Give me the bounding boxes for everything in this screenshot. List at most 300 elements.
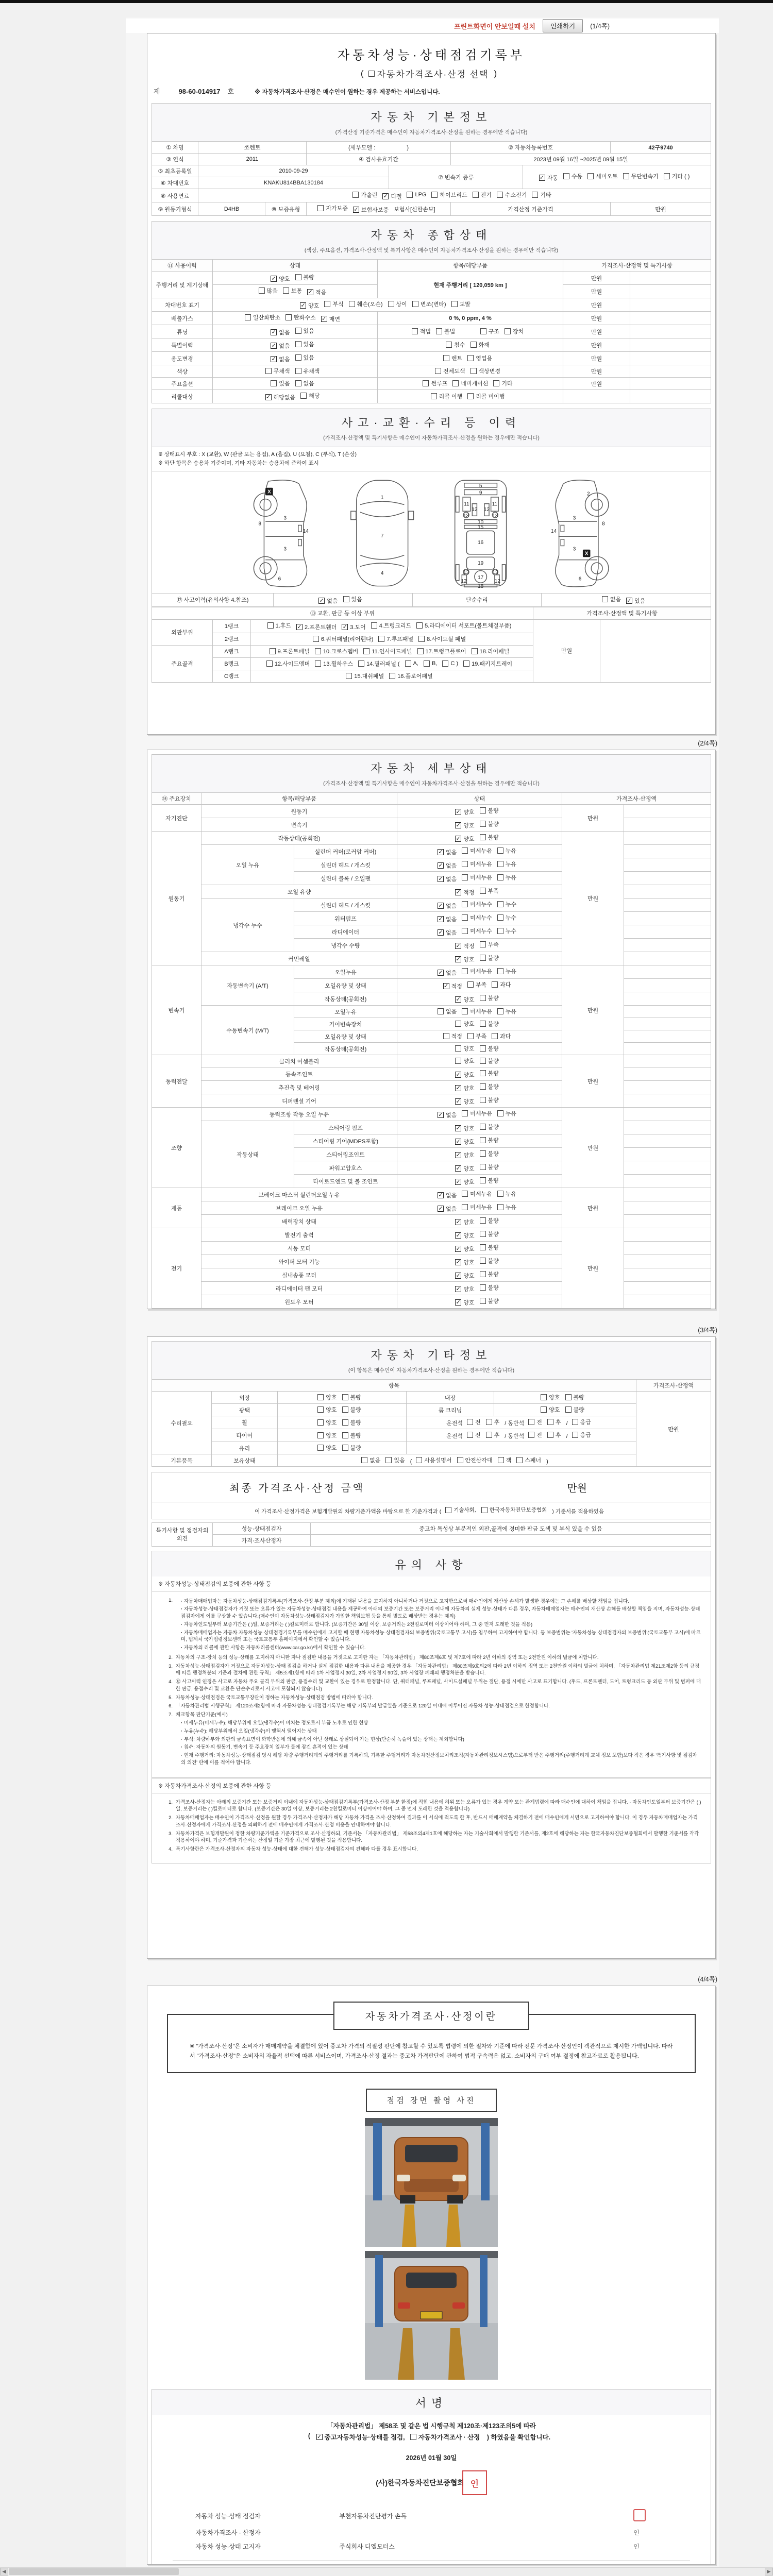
- checkbox-option[interactable]: [295, 327, 314, 335]
- checked-checkbox-icon[interactable]: ✓: [456, 809, 461, 815]
- checkbox-option[interactable]: [295, 367, 320, 375]
- checkbox-option[interactable]: [317, 1444, 337, 1452]
- checkbox-option[interactable]: [342, 1444, 361, 1452]
- checkbox-option[interactable]: [462, 873, 492, 882]
- checkbox-option[interactable]: [352, 191, 377, 199]
- empty-checkbox-icon[interactable]: [516, 1457, 523, 1463]
- checkbox-option[interactable]: [363, 647, 412, 655]
- checkbox-option[interactable]: [467, 1032, 486, 1040]
- empty-checkbox-icon[interactable]: [342, 1432, 348, 1438]
- empty-checkbox-icon[interactable]: [267, 622, 274, 629]
- checkbox-option[interactable]: [451, 300, 470, 308]
- checkbox-option[interactable]: [462, 927, 492, 935]
- empty-checkbox-icon[interactable]: [358, 660, 364, 667]
- checkbox-option[interactable]: [455, 1231, 474, 1240]
- checkbox-option[interactable]: [455, 821, 474, 829]
- checked-checkbox-icon[interactable]: ✓: [438, 1206, 443, 1212]
- empty-checkbox-icon[interactable]: [547, 1419, 553, 1425]
- checkbox-option[interactable]: [572, 1418, 591, 1426]
- checkbox-option[interactable]: [442, 660, 458, 667]
- checkbox-option[interactable]: [266, 659, 310, 668]
- empty-checkbox-icon[interactable]: [480, 1045, 486, 1052]
- empty-checkbox-icon[interactable]: [295, 328, 301, 334]
- checkbox-option[interactable]: [528, 1418, 542, 1426]
- empty-checkbox-icon[interactable]: [451, 301, 458, 307]
- checkbox-option[interactable]: [480, 1096, 499, 1104]
- checkbox-option[interactable]: [353, 206, 389, 214]
- checkbox-option[interactable]: [324, 300, 343, 308]
- checkbox-option[interactable]: [271, 355, 290, 363]
- checked-checkbox-icon[interactable]: ✓: [342, 623, 347, 630]
- checkbox-option[interactable]: [455, 808, 474, 816]
- empty-checkbox-icon[interactable]: [497, 192, 503, 198]
- empty-checkbox-icon[interactable]: [480, 1217, 486, 1224]
- checkbox-option[interactable]: [480, 1163, 499, 1171]
- checkbox-option[interactable]: [473, 191, 492, 199]
- checkbox-option[interactable]: [388, 300, 407, 308]
- empty-checkbox-icon[interactable]: [565, 1406, 572, 1413]
- checkbox-option[interactable]: [317, 1405, 337, 1414]
- checkbox-option[interactable]: [462, 913, 492, 922]
- checkbox-option[interactable]: [455, 1258, 474, 1266]
- checkbox-option[interactable]: [455, 888, 474, 896]
- empty-checkbox-icon[interactable]: [317, 1445, 324, 1451]
- empty-checkbox-icon[interactable]: [265, 368, 272, 374]
- checkbox-option[interactable]: [259, 286, 278, 295]
- empty-checkbox-icon[interactable]: [442, 660, 448, 667]
- checkbox-option[interactable]: [316, 2432, 405, 2442]
- checkbox-option[interactable]: [417, 647, 466, 655]
- empty-checkbox-icon[interactable]: [480, 1177, 486, 1183]
- checkbox-option[interactable]: [480, 327, 499, 335]
- checkbox-option[interactable]: [664, 172, 690, 180]
- checked-checkbox-icon[interactable]: ✓: [456, 1125, 461, 1131]
- empty-checkbox-icon[interactable]: [480, 955, 486, 961]
- checked-checkbox-icon[interactable]: ✓: [300, 302, 306, 309]
- empty-checkbox-icon[interactable]: [480, 1083, 486, 1090]
- checkbox-option[interactable]: [498, 1456, 512, 1464]
- horizontal-scrollbar[interactable]: [0, 2567, 773, 2576]
- checkbox-option[interactable]: [467, 1431, 481, 1439]
- checkbox-option[interactable]: [480, 1243, 499, 1251]
- empty-checkbox-icon[interactable]: [416, 622, 423, 629]
- checked-checkbox-icon[interactable]: ✓: [271, 276, 276, 282]
- checkbox-option[interactable]: [318, 597, 338, 605]
- checkbox-option[interactable]: [435, 367, 465, 375]
- checkbox-option[interactable]: [480, 994, 499, 1002]
- empty-checkbox-icon[interactable]: [295, 274, 301, 280]
- checked-checkbox-icon[interactable]: ✓: [456, 1072, 461, 1078]
- empty-checkbox-icon[interactable]: [445, 1507, 451, 1513]
- empty-checkbox-icon[interactable]: [295, 341, 301, 347]
- empty-checkbox-icon[interactable]: [497, 848, 503, 854]
- empty-checkbox-icon[interactable]: [497, 914, 503, 921]
- checkbox-option[interactable]: [497, 927, 516, 935]
- empty-checkbox-icon[interactable]: [317, 1432, 324, 1438]
- checkbox-option[interactable]: [486, 1431, 500, 1439]
- checkbox-option[interactable]: [480, 1136, 499, 1144]
- empty-checkbox-icon[interactable]: [664, 173, 670, 179]
- empty-checkbox-icon[interactable]: [480, 1124, 486, 1130]
- checkbox-option[interactable]: [541, 1393, 560, 1401]
- empty-checkbox-icon[interactable]: [572, 1432, 578, 1438]
- empty-checkbox-icon[interactable]: [431, 393, 437, 399]
- checkbox-option[interactable]: [283, 286, 302, 295]
- checkbox-option[interactable]: [438, 848, 457, 856]
- empty-checkbox-icon[interactable]: [295, 380, 301, 386]
- checked-checkbox-icon[interactable]: ✓: [456, 822, 461, 828]
- empty-checkbox-icon[interactable]: [492, 1033, 498, 1039]
- empty-checkbox-icon[interactable]: [481, 1507, 488, 1513]
- checkbox-option[interactable]: [418, 635, 466, 643]
- empty-checkbox-icon[interactable]: [462, 874, 468, 880]
- checkbox-option[interactable]: [342, 1405, 361, 1414]
- empty-checkbox-icon[interactable]: [480, 1070, 486, 1076]
- empty-checkbox-icon[interactable]: [285, 314, 292, 320]
- checkbox-option[interactable]: [480, 1123, 499, 1131]
- checkbox-option[interactable]: [480, 1020, 499, 1028]
- checkbox-option[interactable]: [455, 1272, 474, 1280]
- checkbox-option[interactable]: [452, 379, 488, 387]
- empty-checkbox-icon[interactable]: [363, 648, 369, 654]
- empty-checkbox-icon[interactable]: [463, 660, 469, 667]
- empty-checkbox-icon[interactable]: [480, 995, 486, 1001]
- empty-checkbox-icon[interactable]: [547, 1432, 553, 1438]
- checked-checkbox-icon[interactable]: ✓: [308, 289, 313, 295]
- checkbox-option[interactable]: [423, 379, 447, 387]
- checkbox-option[interactable]: [497, 1007, 516, 1015]
- checkbox-option[interactable]: [602, 595, 621, 603]
- checkbox-option[interactable]: [455, 1057, 474, 1065]
- empty-checkbox-icon[interactable]: [467, 981, 474, 988]
- empty-checkbox-icon[interactable]: [462, 1110, 468, 1116]
- checkbox-option[interactable]: [382, 192, 401, 200]
- scroll-right-arrow-icon[interactable]: ▶: [765, 2568, 773, 2575]
- checked-checkbox-icon[interactable]: ✓: [456, 889, 461, 895]
- checkbox-option[interactable]: [528, 1431, 542, 1439]
- checkbox-option[interactable]: [410, 2432, 480, 2442]
- empty-checkbox-icon[interactable]: [480, 1244, 486, 1250]
- empty-checkbox-icon[interactable]: [300, 393, 307, 399]
- empty-checkbox-icon[interactable]: [486, 1419, 492, 1425]
- empty-checkbox-icon[interactable]: [462, 1008, 468, 1014]
- checkbox-option[interactable]: [455, 1044, 474, 1053]
- scroll-left-arrow-icon[interactable]: ◀: [0, 2568, 8, 2575]
- empty-checkbox-icon[interactable]: [317, 1394, 324, 1400]
- empty-checkbox-icon[interactable]: [368, 71, 375, 77]
- empty-checkbox-icon[interactable]: [480, 1137, 486, 1143]
- empty-checkbox-icon[interactable]: [343, 596, 349, 602]
- empty-checkbox-icon[interactable]: [467, 393, 474, 399]
- empty-checkbox-icon[interactable]: [462, 1191, 468, 1197]
- checkbox-option[interactable]: [455, 1164, 474, 1173]
- checkbox-option[interactable]: [438, 1205, 457, 1213]
- checkbox-option[interactable]: [497, 967, 516, 975]
- empty-checkbox-icon[interactable]: [497, 901, 503, 907]
- checkbox-option[interactable]: [480, 1270, 499, 1278]
- checkbox-option[interactable]: [445, 1506, 476, 1514]
- checkbox-option[interactable]: [315, 647, 358, 655]
- checkbox-option[interactable]: [462, 900, 492, 908]
- empty-checkbox-icon[interactable]: [528, 1419, 534, 1425]
- checkbox-option[interactable]: [480, 806, 499, 815]
- checkbox-option[interactable]: [371, 621, 411, 630]
- checkbox-option[interactable]: [462, 1190, 492, 1198]
- empty-checkbox-icon[interactable]: [623, 173, 629, 179]
- empty-checkbox-icon[interactable]: [480, 1097, 486, 1103]
- empty-checkbox-icon[interactable]: [271, 380, 277, 386]
- checkbox-option[interactable]: [480, 1283, 499, 1292]
- checked-checkbox-icon[interactable]: ✓: [456, 1299, 461, 1306]
- checked-checkbox-icon[interactable]: ✓: [438, 929, 443, 936]
- checkbox-option[interactable]: [317, 204, 348, 212]
- checkbox-option[interactable]: [455, 1138, 474, 1146]
- checkbox-option[interactable]: [497, 1190, 516, 1198]
- empty-checkbox-icon[interactable]: [315, 660, 321, 667]
- checked-checkbox-icon[interactable]: ✓: [456, 1286, 461, 1292]
- checkbox-option[interactable]: [497, 873, 516, 882]
- empty-checkbox-icon[interactable]: [497, 1191, 503, 1197]
- checked-checkbox-icon[interactable]: ✓: [438, 903, 443, 909]
- checked-checkbox-icon[interactable]: ✓: [456, 1246, 461, 1252]
- empty-checkbox-icon[interactable]: [565, 1394, 572, 1400]
- checkbox-option[interactable]: [438, 1007, 457, 1015]
- checkbox-option[interactable]: [438, 915, 457, 923]
- checkbox-option[interactable]: [455, 1285, 474, 1293]
- checkbox-option[interactable]: [438, 928, 457, 937]
- checkbox-option[interactable]: [443, 354, 462, 362]
- checkbox-option[interactable]: [572, 1431, 591, 1439]
- empty-checkbox-icon[interactable]: [349, 301, 355, 307]
- empty-checkbox-icon[interactable]: [505, 328, 511, 334]
- empty-checkbox-icon[interactable]: [443, 355, 449, 361]
- checkbox-option[interactable]: [493, 379, 512, 387]
- checkbox-option[interactable]: [438, 902, 457, 910]
- checkbox-option[interactable]: [455, 1097, 474, 1106]
- checkbox-option[interactable]: [455, 1245, 474, 1253]
- checkbox-option[interactable]: [497, 1203, 516, 1211]
- empty-checkbox-icon[interactable]: [317, 1406, 324, 1413]
- checkbox-option[interactable]: [462, 1203, 492, 1211]
- checkbox-option[interactable]: [455, 1151, 474, 1159]
- checked-checkbox-icon[interactable]: ✓: [456, 1139, 461, 1145]
- checkbox-option[interactable]: [378, 635, 413, 643]
- checkbox-option[interactable]: [497, 191, 527, 199]
- empty-checkbox-icon[interactable]: [473, 192, 479, 198]
- empty-checkbox-icon[interactable]: [462, 928, 468, 934]
- checked-checkbox-icon[interactable]: ✓: [456, 1179, 461, 1185]
- checkbox-option[interactable]: [480, 1216, 499, 1225]
- checkbox-option[interactable]: [547, 1431, 561, 1439]
- checkbox-option[interactable]: [317, 1393, 337, 1401]
- empty-checkbox-icon[interactable]: [324, 301, 330, 307]
- empty-checkbox-icon[interactable]: [270, 648, 276, 654]
- checkbox-option[interactable]: [267, 621, 291, 630]
- empty-checkbox-icon[interactable]: [342, 1419, 348, 1426]
- checkbox-option[interactable]: [480, 1297, 499, 1305]
- checkbox-option[interactable]: [480, 1230, 499, 1238]
- empty-checkbox-icon[interactable]: [462, 914, 468, 921]
- checkbox-option[interactable]: [342, 1418, 361, 1427]
- checkbox-option[interactable]: [407, 192, 426, 198]
- print-button[interactable]: 인쇄하기: [543, 19, 583, 32]
- empty-checkbox-icon[interactable]: [389, 673, 395, 679]
- checkbox-option[interactable]: [467, 1418, 481, 1426]
- empty-checkbox-icon[interactable]: [480, 1298, 486, 1304]
- checkbox-option[interactable]: [626, 597, 645, 605]
- checked-checkbox-icon[interactable]: ✓: [383, 193, 388, 199]
- empty-checkbox-icon[interactable]: [497, 1204, 503, 1210]
- checked-checkbox-icon[interactable]: ✓: [456, 1098, 461, 1105]
- checkbox-option[interactable]: [295, 379, 314, 387]
- checked-checkbox-icon[interactable]: ✓: [456, 1259, 461, 1265]
- empty-checkbox-icon[interactable]: [467, 1432, 473, 1438]
- empty-checkbox-icon[interactable]: [412, 328, 418, 334]
- checkbox-option[interactable]: [455, 955, 474, 963]
- empty-checkbox-icon[interactable]: [480, 1258, 486, 1264]
- empty-checkbox-icon[interactable]: [541, 1406, 547, 1413]
- checkbox-option[interactable]: [516, 1456, 541, 1464]
- checkbox-option[interactable]: [346, 672, 384, 680]
- checked-checkbox-icon[interactable]: ✓: [319, 597, 324, 604]
- checked-checkbox-icon[interactable]: ✓: [271, 343, 276, 349]
- checkbox-option[interactable]: [321, 315, 340, 323]
- checkbox-option[interactable]: [271, 328, 290, 336]
- checked-checkbox-icon[interactable]: ✓: [456, 1219, 461, 1225]
- empty-checkbox-icon[interactable]: [462, 1204, 468, 1210]
- checkbox-option[interactable]: [497, 1109, 516, 1117]
- empty-checkbox-icon[interactable]: [472, 648, 478, 654]
- checkbox-option[interactable]: [455, 1218, 474, 1226]
- checkbox-option[interactable]: [470, 367, 501, 375]
- checkbox-option[interactable]: [436, 327, 455, 335]
- checked-checkbox-icon[interactable]: ✓: [627, 597, 632, 604]
- checkbox-option[interactable]: [431, 392, 463, 400]
- checkbox-option[interactable]: [455, 942, 474, 950]
- checkbox-option[interactable]: [405, 660, 418, 667]
- empty-checkbox-icon[interactable]: [572, 1419, 578, 1425]
- checkbox-option[interactable]: [424, 660, 437, 667]
- checked-checkbox-icon[interactable]: ✓: [539, 175, 545, 181]
- checkbox-option[interactable]: [389, 672, 432, 680]
- checked-checkbox-icon[interactable]: ✓: [438, 849, 443, 855]
- checkbox-option[interactable]: [462, 967, 492, 975]
- checkbox-option[interactable]: [480, 954, 499, 962]
- empty-checkbox-icon[interactable]: [480, 1271, 486, 1277]
- checkbox-option[interactable]: [295, 353, 314, 362]
- empty-checkbox-icon[interactable]: [245, 314, 251, 320]
- checkbox-option[interactable]: [431, 191, 467, 199]
- checkbox-option[interactable]: [455, 1084, 474, 1092]
- empty-checkbox-icon[interactable]: [361, 1457, 367, 1463]
- checked-checkbox-icon[interactable]: ✓: [438, 1192, 443, 1198]
- empty-checkbox-icon[interactable]: [480, 941, 486, 947]
- empty-checkbox-icon[interactable]: [480, 328, 486, 334]
- checkbox-option[interactable]: [455, 1178, 474, 1186]
- checked-checkbox-icon[interactable]: ✓: [438, 876, 443, 882]
- checkbox-option[interactable]: [438, 1111, 457, 1119]
- checkbox-option[interactable]: [412, 300, 446, 308]
- checkbox-option[interactable]: [317, 1431, 337, 1439]
- checkbox-option[interactable]: [462, 1007, 492, 1015]
- checkbox-option[interactable]: [285, 313, 316, 321]
- checkbox-option[interactable]: [565, 1393, 584, 1401]
- empty-checkbox-icon[interactable]: [378, 636, 384, 642]
- empty-checkbox-icon[interactable]: [602, 596, 608, 602]
- checkbox-option[interactable]: [480, 1176, 499, 1184]
- empty-checkbox-icon[interactable]: [467, 355, 474, 361]
- empty-checkbox-icon[interactable]: [412, 301, 418, 307]
- checked-checkbox-icon[interactable]: ✓: [438, 916, 443, 922]
- checkbox-option[interactable]: [443, 1032, 462, 1040]
- empty-checkbox-icon[interactable]: [407, 192, 413, 198]
- checkbox-option[interactable]: [368, 67, 489, 80]
- checkbox-option[interactable]: [455, 1071, 474, 1079]
- empty-checkbox-icon[interactable]: [470, 342, 477, 348]
- empty-checkbox-icon[interactable]: [497, 1008, 503, 1014]
- checked-checkbox-icon[interactable]: ✓: [271, 356, 276, 362]
- empty-checkbox-icon[interactable]: [438, 1008, 444, 1014]
- checkbox-option[interactable]: [467, 354, 492, 362]
- empty-checkbox-icon[interactable]: [457, 1457, 463, 1463]
- checked-checkbox-icon[interactable]: ✓: [456, 956, 461, 962]
- empty-checkbox-icon[interactable]: [266, 660, 273, 667]
- checked-checkbox-icon[interactable]: ✓: [297, 623, 302, 630]
- empty-checkbox-icon[interactable]: [486, 1432, 492, 1438]
- checkbox-option[interactable]: [532, 191, 551, 199]
- checkbox-option[interactable]: [539, 174, 558, 182]
- empty-checkbox-icon[interactable]: [455, 1045, 461, 1052]
- checkbox-option[interactable]: [438, 861, 457, 870]
- checked-checkbox-icon[interactable]: ✓: [438, 862, 443, 869]
- empty-checkbox-icon[interactable]: [497, 1110, 503, 1116]
- empty-checkbox-icon[interactable]: [435, 368, 441, 374]
- checkbox-option[interactable]: [486, 1418, 500, 1426]
- checkbox-option[interactable]: [480, 1057, 499, 1065]
- empty-checkbox-icon[interactable]: [467, 1419, 473, 1425]
- empty-checkbox-icon[interactable]: [480, 1284, 486, 1291]
- checkbox-option[interactable]: [497, 846, 516, 855]
- checkbox-option[interactable]: [349, 300, 383, 308]
- checkbox-option[interactable]: [463, 659, 512, 668]
- empty-checkbox-icon[interactable]: [497, 861, 503, 867]
- checkbox-option[interactable]: [480, 1044, 499, 1053]
- empty-checkbox-icon[interactable]: [452, 380, 459, 386]
- checkbox-option[interactable]: [317, 1418, 337, 1427]
- checkbox-option[interactable]: [472, 647, 510, 655]
- checked-checkbox-icon[interactable]: ✓: [354, 207, 359, 213]
- empty-checkbox-icon[interactable]: [410, 2434, 416, 2440]
- checkbox-option[interactable]: [342, 1393, 361, 1401]
- checkbox-option[interactable]: [300, 392, 320, 400]
- empty-checkbox-icon[interactable]: [492, 981, 498, 988]
- checkbox-option[interactable]: [480, 820, 499, 828]
- checkbox-option[interactable]: [416, 621, 511, 630]
- empty-checkbox-icon[interactable]: [498, 1457, 504, 1463]
- checkbox-option[interactable]: [271, 342, 290, 350]
- empty-checkbox-icon[interactable]: [388, 301, 394, 307]
- empty-checkbox-icon[interactable]: [497, 928, 503, 934]
- checkbox-option[interactable]: [455, 835, 474, 843]
- checkbox-option[interactable]: [541, 1405, 560, 1414]
- empty-checkbox-icon[interactable]: [352, 192, 359, 198]
- empty-checkbox-icon[interactable]: [532, 192, 538, 198]
- checkbox-option[interactable]: [416, 1456, 451, 1464]
- checkbox-option[interactable]: [505, 327, 524, 335]
- checked-checkbox-icon[interactable]: ✓: [456, 1152, 461, 1158]
- empty-checkbox-icon[interactable]: [405, 660, 411, 667]
- empty-checkbox-icon[interactable]: [462, 861, 468, 867]
